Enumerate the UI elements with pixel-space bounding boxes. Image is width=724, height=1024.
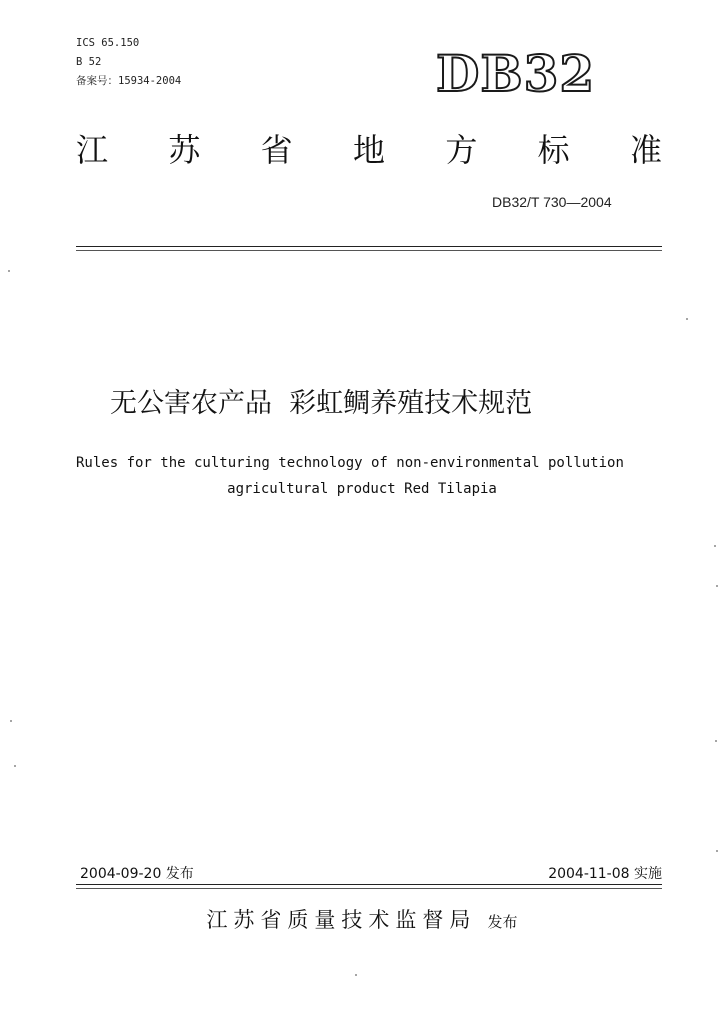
standard-type-char: 标 bbox=[537, 131, 570, 169]
standard-type-char: 江 bbox=[76, 131, 109, 169]
classification-code: B 52 bbox=[76, 56, 102, 68]
english-title-line2: agricultural product Red Tilapia bbox=[227, 481, 497, 497]
english-title-line1: Rules for the culturing technology of non-environmental pollution bbox=[76, 455, 624, 471]
ics-code: ICS 65.150 bbox=[76, 37, 140, 49]
scan-speck bbox=[715, 740, 717, 742]
top-divider bbox=[76, 246, 662, 247]
chinese-title: 无公害农产品 彩虹鲷养殖技术规范 bbox=[110, 388, 533, 419]
scan-speck bbox=[14, 765, 16, 767]
implement-date: 2004-11-08 实施 bbox=[548, 866, 662, 882]
scan-speck bbox=[716, 585, 718, 587]
scan-speck bbox=[686, 318, 688, 320]
issuer-name: 江苏省质量技术监督局 bbox=[206, 908, 477, 932]
standard-type-char: 地 bbox=[352, 131, 385, 169]
publish-date: 2004-09-20 发布 bbox=[80, 866, 194, 882]
scan-speck bbox=[8, 270, 10, 272]
standard-type-heading bbox=[76, 130, 662, 170]
scan-speck bbox=[10, 720, 12, 722]
db32-logo: DB32 bbox=[436, 44, 596, 103]
standard-number: DB32/T 730—2004 bbox=[492, 194, 612, 210]
filing-number: 备案号：15934-2004 bbox=[76, 75, 182, 87]
scan-speck bbox=[355, 974, 357, 976]
top-divider-thin bbox=[76, 250, 662, 251]
scan-speck bbox=[714, 545, 716, 547]
standard-type-char: 准 bbox=[629, 131, 662, 169]
standard-type-char: 方 bbox=[445, 131, 478, 169]
bottom-divider bbox=[76, 884, 662, 885]
issuer-suffix: 发布 bbox=[487, 913, 518, 931]
bottom-divider-thin bbox=[76, 888, 662, 889]
scan-speck bbox=[716, 850, 718, 852]
issuer-line bbox=[0, 904, 724, 934]
standard-type-char: 省 bbox=[260, 131, 293, 169]
standard-type-char: 苏 bbox=[168, 131, 201, 169]
